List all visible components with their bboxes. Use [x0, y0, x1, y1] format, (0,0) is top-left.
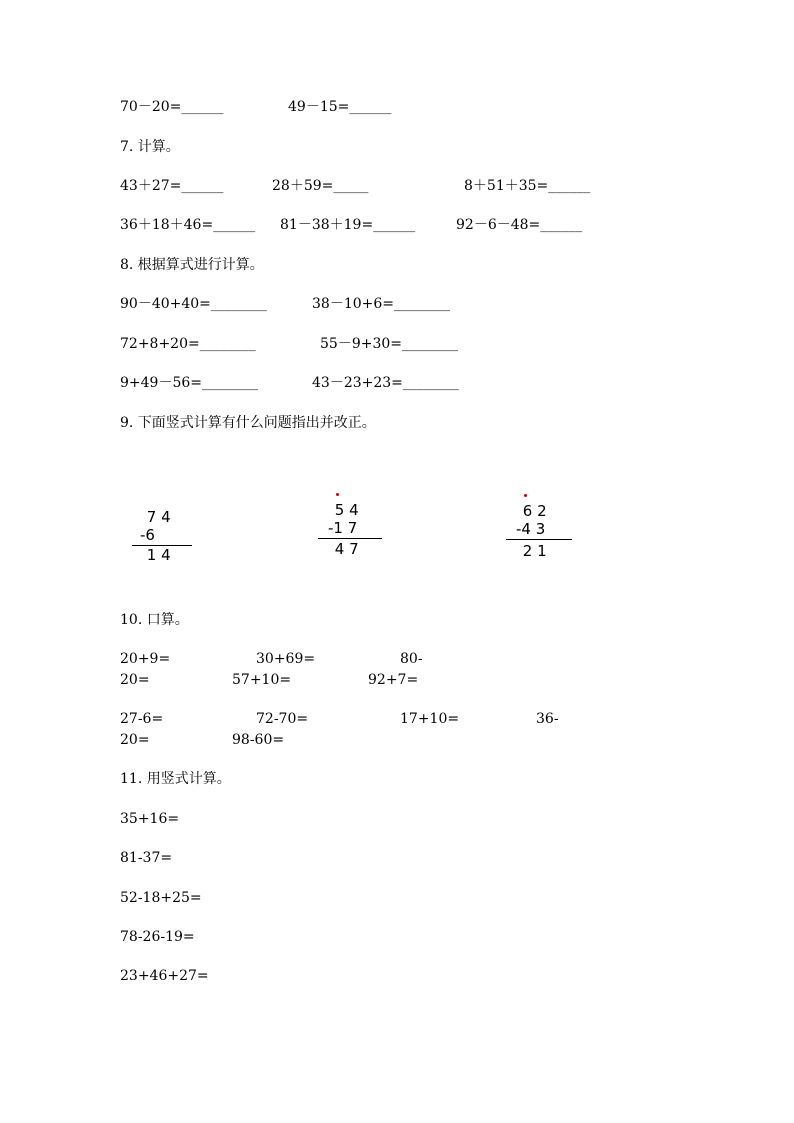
- problem-70-20: 70－20=______: [120, 99, 224, 115]
- s7-problem: 92－6－48=______: [456, 217, 583, 233]
- v1-result: 1 4: [142, 546, 171, 564]
- section-11-title: 11. 用竖式计算。: [120, 771, 231, 787]
- section-9-title: 9. 下面竖式计算有什么问题指出并改正。: [120, 415, 376, 431]
- s10-problem: 72-70=: [256, 711, 309, 727]
- v2-line: [318, 538, 382, 539]
- s8-problem: 90－40+40=________: [120, 296, 267, 312]
- s7-problem: 28＋59=_____: [272, 178, 369, 194]
- carry-dot: [336, 493, 339, 496]
- s10-problem: 92+7=: [368, 672, 419, 688]
- s8-problem: 9+49－56=________: [120, 375, 258, 391]
- s11-problem: 35+16=: [120, 811, 180, 827]
- s10-problem: 20=: [120, 732, 150, 748]
- v2-result: 4 7: [330, 540, 359, 558]
- v3-mid: -4 3: [516, 520, 546, 538]
- section-7-title: 7. 计算。: [120, 139, 180, 155]
- v1-mid: -6: [140, 526, 155, 544]
- v3-top: 6 2: [518, 502, 547, 520]
- v3-line: [506, 539, 572, 540]
- vertical-calc-2: [318, 490, 388, 570]
- section-10-title: 10. 口算。: [120, 612, 189, 628]
- s10-problem: 36-: [536, 711, 559, 727]
- s8-problem: 72+8+20=________: [120, 336, 256, 352]
- s7-problem: 36＋18＋46=______: [120, 217, 256, 233]
- v2-mid: -1 7: [328, 519, 358, 537]
- s11-problem: 78-26-19=: [120, 929, 195, 945]
- s10-problem: 20+9=: [120, 651, 171, 667]
- s8-problem: 55－9+30=________: [320, 336, 458, 352]
- v3-result: 2 1: [518, 542, 547, 560]
- s10-problem: 98-60=: [232, 732, 285, 748]
- section-8-title: 8. 根据算式进行计算。: [120, 257, 264, 273]
- s7-problem: 8＋51＋35=______: [464, 178, 591, 194]
- s8-problem: 43－23+23=________: [312, 375, 459, 391]
- v1-top: 7 4: [142, 508, 171, 526]
- v2-top: 5 4: [330, 501, 359, 519]
- s11-problem: 23+46+27=: [120, 968, 209, 984]
- s11-problem: 52-18+25=: [120, 890, 202, 906]
- s10-problem: 20=: [120, 672, 150, 688]
- s10-problem: 30+69=: [256, 651, 316, 667]
- vertical-calc-1: [132, 508, 196, 568]
- s7-problem: 81－38＋19=______: [280, 217, 416, 233]
- s10-problem: 17+10=: [400, 711, 460, 727]
- s11-problem: 81-37=: [120, 850, 173, 866]
- s10-problem: 27-6=: [120, 711, 164, 727]
- s10-problem: 57+10=: [232, 672, 292, 688]
- carry-dot: [524, 494, 527, 497]
- s7-problem: 43＋27=______: [120, 178, 224, 194]
- s8-problem: 38－10+6=________: [312, 296, 450, 312]
- s10-problem: 80-: [400, 651, 423, 667]
- problem-49-15: 49－15=______: [288, 99, 392, 115]
- vertical-calc-3: [506, 492, 576, 570]
